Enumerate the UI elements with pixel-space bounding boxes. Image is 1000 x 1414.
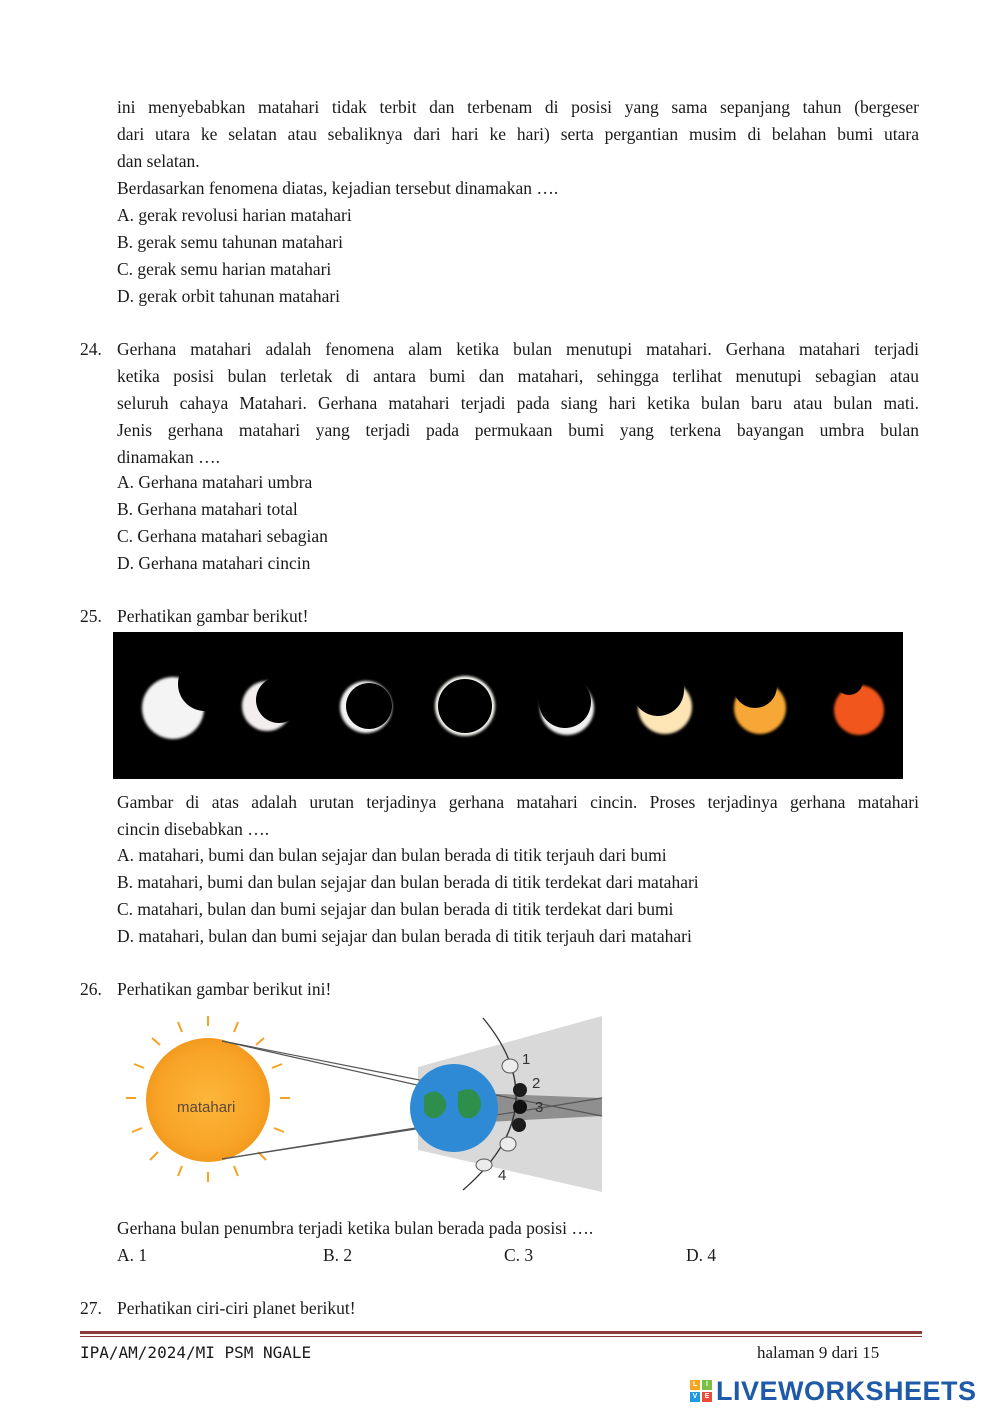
annular-eclipse-sequence-image (113, 632, 903, 779)
q23-text-line-1: ini menyebabkan matahari tidak terbit dan terbenam di posisi yang sama sepanjang tahun (bergeser (117, 97, 919, 117)
q23-text-line-2: dari utara ke selatan atau sebaliknya dari hari ke hari) serta pergantian musim di belahan bumi utara (117, 124, 919, 144)
q25-option-d[interactable]: D. matahari, bulan dan bumi sejajar dan bulan berada di titik terjauh dari matahari (117, 926, 692, 946)
q26-intro: Perhatikan gambar berikut ini! (117, 979, 332, 999)
position-label-2: 2 (532, 1075, 541, 1092)
q23-option-d[interactable]: D. gerak orbit tahunan matahari (117, 286, 341, 306)
position-label-3: 3 (535, 1099, 544, 1116)
q26-option-c[interactable]: C. 3 (504, 1245, 534, 1265)
q25-option-b[interactable]: B. matahari, bumi dan bulan sejajar dan bulan berada di titik terdekat dari matahari (117, 872, 699, 892)
q24-text-line-4: Jenis gerhana matahari yang terjadi pada permukaan bumi yang terkena bayangan umbra bulan (117, 420, 919, 440)
q25-intro: Perhatikan gambar berikut! (117, 606, 309, 626)
q24-text-line-1: Gerhana matahari adalah fenomena alam ketika bulan menutupi matahari. Gerhana matahari terjadi (117, 339, 919, 359)
q23-option-a[interactable]: A. gerak revolusi harian matahari (117, 205, 352, 225)
logo-tile-l: L (690, 1380, 700, 1390)
q25-option-a[interactable]: A. matahari, bumi dan bulan sejajar dan bulan berada di titik terjauh dari bumi (117, 845, 667, 865)
q23-option-b[interactable]: B. gerak semu tahunan matahari (117, 232, 343, 252)
q25-option-c[interactable]: C. matahari, bulan dan bumi sejajar dan bulan berada di titik terdekat dari bumi (117, 899, 674, 919)
moon-position-3 (513, 1100, 527, 1114)
q24-number: 24. (80, 339, 102, 359)
footer-left: IPA/AM/2024/MI PSM NGALE (80, 1343, 312, 1362)
lunar-eclipse-diagram (118, 1012, 608, 1200)
q24-option-c[interactable]: C. Gerhana matahari sebagian (117, 526, 328, 546)
footer-rule-thick (80, 1331, 922, 1334)
eclipse-phase-4 (435, 676, 495, 736)
q23-prompt: Berdasarkan fenomena diatas, kejadian tersebut dinamakan …. (117, 178, 559, 198)
q24-text-line-3: seluruh cahaya Matahari. Gerhana matahari terjadi pada siang hari ketika bulan baru atau bulan mati. (117, 393, 919, 413)
q23-text-line-3: dan selatan. (117, 151, 200, 171)
moon-position-3c (500, 1137, 516, 1151)
logo-tiles-icon (690, 1380, 712, 1402)
q27-intro: Perhatikan ciri-ciri planet berikut! (117, 1298, 356, 1318)
liveworksheets-logo[interactable] (690, 1376, 977, 1406)
footer-page-number: halaman 9 dari 15 (757, 1343, 880, 1362)
moon-position-1 (502, 1059, 518, 1073)
earth-icon (410, 1064, 498, 1152)
logo-tile-e: E (702, 1392, 712, 1402)
footer-rule-thin (80, 1336, 922, 1337)
moon-position-3b (512, 1118, 526, 1132)
q24-option-d[interactable]: D. Gerhana matahari cincin (117, 553, 311, 573)
logo-tile-i: I (702, 1380, 712, 1390)
q23-option-c[interactable]: C. gerak semu harian matahari (117, 259, 332, 279)
q26-number: 26. (80, 979, 102, 999)
position-label-1: 1 (522, 1051, 531, 1068)
q25-number: 25. (80, 606, 102, 626)
logo-text: LIVEWORKSHEETS (716, 1375, 977, 1406)
q25-text-line-2: cincin disebabkan …. (117, 819, 270, 839)
sun-label: matahari (177, 1099, 236, 1116)
logo-tile-v: V (690, 1392, 700, 1402)
q26-question: Gerhana bulan penumbra terjadi ketika bulan berada pada posisi …. (117, 1218, 594, 1238)
q27-number: 27. (80, 1298, 102, 1318)
q24-option-b[interactable]: B. Gerhana matahari total (117, 499, 298, 519)
q25-text-line-1: Gambar di atas adalah urutan terjadinya gerhana matahari cincin. Proses terjadinya gerhana matahari (117, 792, 919, 812)
q26-option-a[interactable]: A. 1 (117, 1245, 148, 1265)
q24-text-line-5: dinamakan …. (117, 447, 221, 467)
moon-position-4 (476, 1159, 492, 1171)
q24-text-line-2: ketika posisi bulan terletak di antara bumi dan matahari, sehingga terlihat menutupi sebagian atau (117, 366, 919, 386)
q24-option-a[interactable]: A. Gerhana matahari umbra (117, 472, 313, 492)
q26-option-d[interactable]: D. 4 (686, 1245, 717, 1265)
position-label-4: 4 (498, 1167, 507, 1184)
moon-position-2 (513, 1083, 527, 1097)
eclipse-phase-3 (340, 681, 392, 733)
q26-option-b[interactable]: B. 2 (323, 1245, 353, 1265)
